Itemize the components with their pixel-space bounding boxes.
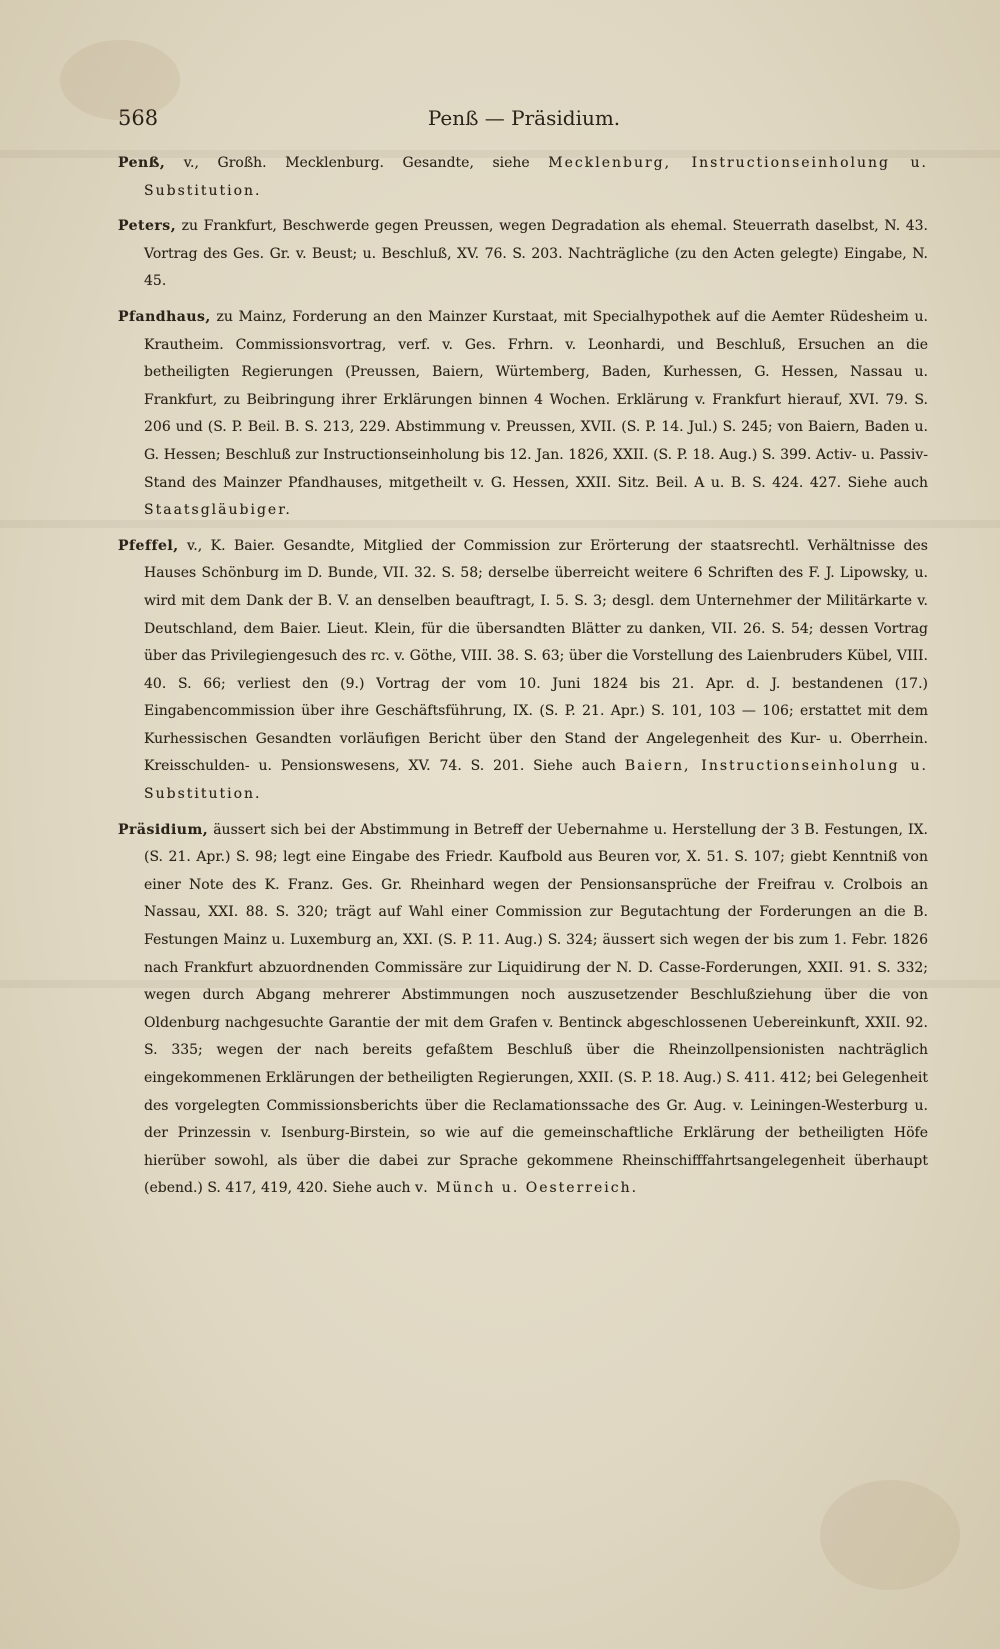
index-entry-praesidium — [118, 817, 928, 1203]
entry-cross-reference: v. Münch u. Oesterreich. — [414, 1180, 639, 1197]
entry-text: v., K. Baier. Gesandte, Mitglied der Commission zur Erörterung der staatsrechtl. Verhältnisse des Hauses Schönburg im D. Bunde, VII. 32. S. 58; derselbe überreicht weitere 6 Schriften des F. J. Lipowsky, u. wird mit dem Dank der B. V. an denselben beauftragt, I. 5. S. 3; desgl. dem Unternehmer der Militärkarte v. Deutschland, dem Baier. Lieut. Klein, für die übersandten Blätter zu danken, VII. 26. S. 54; dessen Vortrag über das Privilegiengesuch des rc. v. Göthe, VIII. 38. S. 63; über die Vorstellung des Laienbruders Kübel, VIII. 40. S. 66; verliest den (9.) Vortrag der vom 10. Juni 1824 bis 21. Apr. d. J. bestandenen (17.) Eingabencommission über ihre Geschäftsführung, IX. (S. P. 21. Apr.) S. 101, 103 — 106; erstattet mit dem Kurhessischen Gesandten vorläufigen Bericht über den Stand der Angelegenheit des Kur- u. Oberrhein. Kreisschulden- u. Pensionswesens, XV. 74. S. 201. Siehe auch — [144, 537, 928, 775]
running-head: Penß — Präsidium. — [427, 106, 621, 130]
entry-text: äussert sich bei der Abstimmung in Betreff der Uebernahme u. Herstellung der 3 B. Festungen, IX. (S. 21. Apr.) S. 98; legt eine Eingabe des Friedr. Kaufbold aus Beuren vor, X. 51. S. 107; giebt Kenntniß von einer Note des K. Franz. Ges. Gr. Rheinhard wegen der Pensionsansprüche der Freifrau v. Crolbois an Nassau, XXI. 88. S. 320; trägt auf Wahl einer Commission zur Begutachtung der Forderungen an die B. Festungen Mainz u. Luxemburg an, XXI. (S. P. 11. Aug.) S. 324; äussert sich wegen der bis zum 1. Febr. 1826 nach Frankfurt abzuordnenden Commissäre zur Liquidirung der N. D. Casse-Forderungen, XXII. 91. S. 332; wegen durch Abgang mehrerer Abstimmungen noch auszusetzender Beschlußziehung über die von Oldenburg nachgesuchte Garantie der mit dem Grafen v. Bentinck abgeschlossenen Uebereinkunft, XXII. 92. S. 335; wegen der nach bereits gefaßtem Beschluß über die Rheinzollpensionisten nachträglich eingekommenen Erklärungen der betheiligten Regierungen, XXII. (S. P. 18. Aug.) S. 411. 412; bei Gelegenheit des vorgelegten Commissionsberichts über die Reclamationssache des Gr. Aug. v. Leiningen-Westerburg u. der Prinzessin v. Isenburg-Birstein, so wie auf die gemeinschaftliche Erklärung der betheiligten Höfe hierüber sowohl, als über die dabei zur Sprache gekommene Rheinschifffahrtsangelegenheit überhaupt (ebend.) S. 417, 419, 420. Siehe auch — [144, 821, 928, 1197]
page-header — [118, 106, 930, 136]
entry-cross-reference: Staatsgläubiger. — [144, 502, 292, 519]
entry-text: v., Großh. Mecklenburg. Gesandte, siehe — [165, 155, 549, 171]
entry-headword: Penß, — [118, 155, 166, 171]
index-entry-peters — [118, 213, 928, 296]
entry-text: zu Frankfurt, Beschwerde gegen Preussen, wegen Degradation als ehemal. Steuerrath daselbst, N. 43. Vortrag des Ges. Gr. v. Beust; u. Beschluß, XV. 76. S. 203. Nachträgliche (zu den Acten gelegte) Eingabe, N. 45. — [144, 218, 928, 290]
index-entry-pfandhaus — [118, 304, 928, 525]
index-entry-penz — [118, 150, 928, 205]
entry-text: zu Mainz, Forderung an den Mainzer Kurstaat, mit Specialhypothek auf die Aemter Rüdesheim u. Krautheim. Commissionsvortrag, verf. v. Ges. Frhrn. v. Leonhardi, und Beschluß, Ersuchen an die betheiligten Regierungen (Preussen, Baiern, Würtemberg, Baden, Kurhessen, G. Hessen, Nassau u. Frankfurt, zu Beibringung ihrer Erklärungen binnen 4 Wochen. Erklärung v. Frankfurt hierauf, XVI. 79. S. 206 und (S. P. Beil. B. S. 213, 229. Abstimmung v. Preussen, XVII. (S. P. 14. Jul.) S. 245; von Baiern, Baden u. G. Hessen; Beschluß zur Instructionseinholung bis 12. Jan. 1826, XXII. (S. P. 18. Aug.) S. 399. Activ- u. Passiv-Stand des Mainzer Pfandhauses, mitgetheilt v. G. Hessen, XXII. Sitz. Beil. A u. B. S. 424. 427. Siehe auch — [144, 308, 928, 491]
index-entry-pfeffel — [118, 533, 928, 809]
entry-headword: Peters, — [118, 218, 177, 235]
entry-headword: Pfandhaus, — [118, 308, 211, 325]
entry-headword: Präsidium, — [118, 821, 209, 838]
index-text-block — [118, 150, 928, 1590]
page-number: 568 — [118, 106, 159, 130]
entry-cross-reference: Mecklenburg, Instructionseinholung u. Substitution. — [144, 155, 928, 199]
entry-headword: Pfeffel, — [118, 537, 179, 554]
entry-cross-reference: Baiern, Instructionseinholung u. Substitution. — [144, 758, 929, 803]
